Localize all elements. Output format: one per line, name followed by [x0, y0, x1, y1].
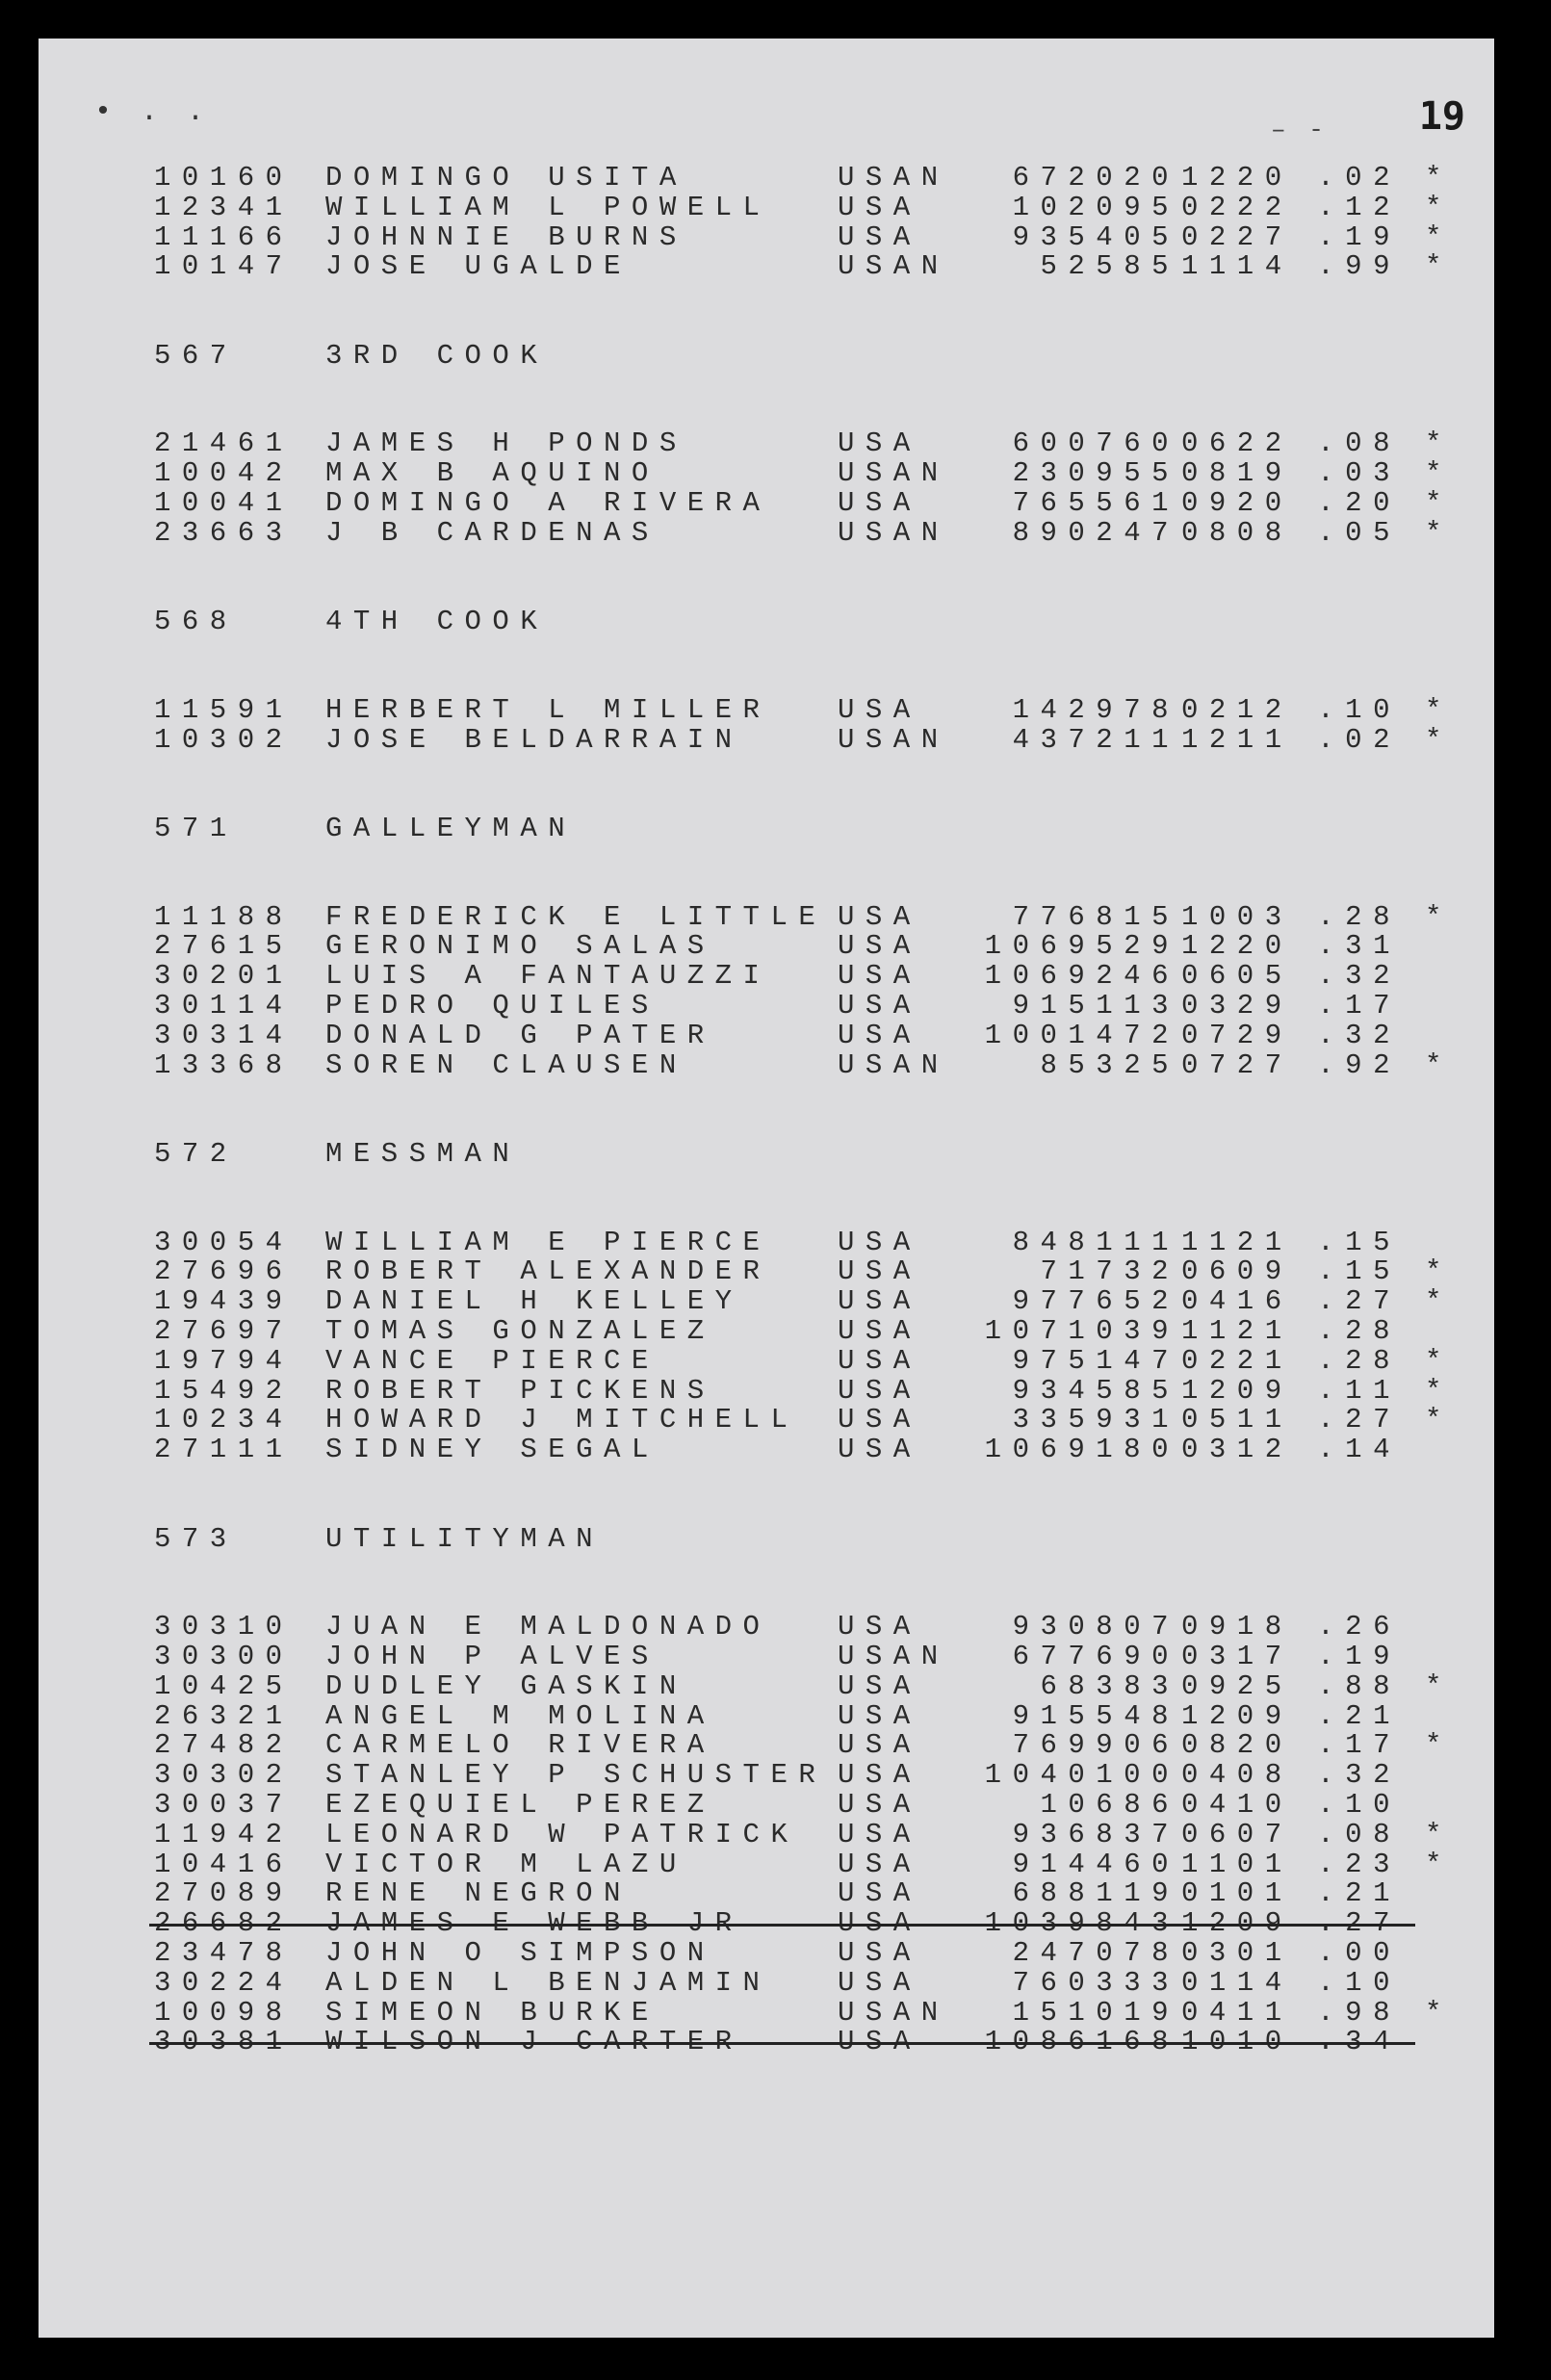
star-mark: * — [1425, 191, 1453, 223]
document-number: 760333 — [1012, 1966, 1179, 1999]
crew-name: DUDLEY GASKIN — [325, 1669, 687, 1702]
document-number: 102095 — [1012, 191, 1179, 223]
nationality: USAN — [838, 162, 949, 194]
page-number: 19 — [1418, 94, 1465, 139]
rate-value: .32 — [1317, 960, 1401, 993]
star-mark: * — [1425, 723, 1453, 756]
nationality: USA — [838, 1611, 921, 1643]
crew-name: JAMES E WEBB JR — [325, 1907, 743, 1940]
section-code: 572 — [154, 1138, 238, 1170]
document-number: 1001472 — [984, 1019, 1179, 1051]
nationality: USA — [838, 693, 921, 726]
nationality: USA — [838, 487, 921, 519]
rate-value: .12 — [1317, 191, 1401, 223]
document-number: 68383 — [1040, 1669, 1179, 1702]
rate-value: .08 — [1317, 427, 1401, 460]
rate-value: .15 — [1317, 1226, 1401, 1258]
date-code: 0222 — [1181, 191, 1293, 223]
date-code: 0819 — [1181, 457, 1293, 490]
document-number: 1071039 — [984, 1315, 1179, 1347]
nationality: USA — [838, 1699, 921, 1732]
crew-name: JAMES H PONDS — [325, 427, 687, 460]
document-number: 930807 — [1012, 1611, 1179, 1643]
date-code: 1220 — [1181, 930, 1293, 963]
date-code: 0416 — [1181, 1285, 1293, 1318]
nationality: USAN — [838, 1048, 949, 1081]
crew-name: ALDEN L BENJAMIN — [325, 1966, 771, 1999]
star-mark: * — [1425, 427, 1453, 460]
crew-id: 10147 — [154, 250, 294, 283]
crew-id: 23663 — [154, 516, 294, 549]
nationality: USA — [838, 1255, 921, 1288]
document-number: 71732 — [1040, 1255, 1179, 1288]
date-code: 0609 — [1181, 1255, 1293, 1288]
rate-value: .19 — [1317, 220, 1401, 253]
star-mark: * — [1425, 900, 1453, 933]
section-code: 573 — [154, 1522, 238, 1555]
nationality: USA — [838, 1669, 921, 1702]
date-code: 0312 — [1181, 1434, 1293, 1466]
rate-value: .28 — [1317, 1315, 1401, 1347]
date-code: 0101 — [1181, 1877, 1293, 1910]
crew-name: DOMINGO A RIVERA — [325, 487, 771, 519]
nationality: USA — [838, 930, 921, 963]
nationality: USA — [838, 1315, 921, 1347]
rate-value: .28 — [1317, 1344, 1401, 1377]
nationality: USA — [838, 427, 921, 460]
date-code: 0301 — [1181, 1937, 1293, 1969]
crew-id: 11591 — [154, 693, 294, 726]
nationality: USA — [838, 1285, 921, 1318]
crew-id: 30037 — [154, 1789, 294, 1821]
document-number: 977652 — [1012, 1285, 1179, 1318]
rate-value: .10 — [1317, 1966, 1401, 1999]
crew-id: 11942 — [154, 1818, 294, 1850]
crew-id: 30300 — [154, 1641, 294, 1672]
crew-name: HOWARD J MITCHELL — [325, 1404, 799, 1436]
date-code: 0411 — [1181, 1996, 1293, 2029]
rate-value: .27 — [1317, 1285, 1401, 1318]
star-mark: * — [1425, 487, 1453, 519]
star-mark: * — [1425, 250, 1453, 283]
rate-value: .23 — [1317, 1848, 1401, 1880]
crew-id: 10234 — [154, 1404, 294, 1436]
document-number: 915548 — [1012, 1699, 1179, 1732]
crew-id: 26682 — [154, 1907, 294, 1940]
star-mark: * — [1425, 1818, 1453, 1850]
rate-value: .27 — [1317, 1907, 1401, 1940]
rate-value: .02 — [1317, 723, 1401, 756]
rate-value: .32 — [1317, 1759, 1401, 1792]
crew-name: CARMELO RIVERA — [325, 1729, 715, 1762]
speck-marks: • . . — [94, 96, 211, 129]
crew-id: 30224 — [154, 1966, 294, 1999]
nationality: USA — [838, 1818, 921, 1850]
dash-marks: – - — [1271, 116, 1328, 144]
nationality: USAN — [838, 1641, 949, 1672]
crew-name: SOREN CLAUSEN — [325, 1048, 687, 1081]
date-code: 1209 — [1181, 1374, 1293, 1407]
crew-id: 10416 — [154, 1848, 294, 1880]
date-code: 1003 — [1181, 900, 1293, 933]
rate-value: .00 — [1317, 1937, 1401, 1969]
document-number: 1069529 — [984, 930, 1179, 963]
crew-id: 27615 — [154, 930, 294, 963]
rate-value: .19 — [1317, 1641, 1401, 1672]
rate-value: .17 — [1317, 1729, 1401, 1762]
crew-name: SIMEON BURKE — [325, 1996, 659, 2029]
crew-id: 10098 — [154, 1996, 294, 2029]
crew-id: 19794 — [154, 1344, 294, 1377]
nationality: USA — [838, 1966, 921, 1999]
document-number: 1069246 — [984, 960, 1179, 993]
date-code: 0410 — [1181, 1789, 1293, 1821]
crew-name: MAX B AQUINO — [325, 457, 659, 490]
crew-id: 21461 — [154, 427, 294, 460]
rate-value: .27 — [1317, 1404, 1401, 1436]
date-code: 1114 — [1181, 250, 1293, 283]
rate-value: .21 — [1317, 1699, 1401, 1732]
crew-name: DOMINGO USITA — [325, 162, 687, 194]
rate-value: .31 — [1317, 930, 1401, 963]
crew-id: 30114 — [154, 990, 294, 1022]
rate-value: .10 — [1317, 693, 1401, 726]
section-title: GALLEYMAN — [325, 813, 577, 844]
crew-id: 15492 — [154, 1374, 294, 1407]
document-number: 935405 — [1012, 220, 1179, 253]
rate-value: .14 — [1317, 1434, 1401, 1466]
date-code: 0114 — [1181, 1966, 1293, 1999]
date-code: 1209 — [1181, 1907, 1293, 1940]
nationality: USA — [838, 1434, 921, 1466]
rate-value: .20 — [1317, 487, 1401, 519]
nationality: USA — [838, 1404, 921, 1436]
date-code: 0727 — [1181, 1048, 1293, 1081]
crew-id: 30054 — [154, 1226, 294, 1258]
date-code: 1121 — [1181, 1226, 1293, 1258]
date-code: 0227 — [1181, 220, 1293, 253]
rate-value: .28 — [1317, 900, 1401, 933]
crew-id: 30302 — [154, 1759, 294, 1792]
rate-value: .02 — [1317, 162, 1401, 194]
nationality: USAN — [838, 250, 949, 283]
nationality: USA — [838, 1226, 921, 1258]
date-code: 0408 — [1181, 1759, 1293, 1792]
document-number: 1040100 — [984, 1759, 1179, 1792]
document-number: 688119 — [1012, 1877, 1179, 1910]
crew-id: 13368 — [154, 1048, 294, 1081]
rate-value: .21 — [1317, 1877, 1401, 1910]
nationality: USA — [838, 2026, 921, 2058]
crew-id: 11166 — [154, 220, 294, 253]
document-number: 1086168 — [984, 2026, 1179, 2058]
nationality: USA — [838, 191, 921, 223]
star-mark: * — [1425, 1669, 1453, 1702]
crew-name: WILLIAM E PIERCE — [325, 1226, 771, 1258]
section-title: UTILITYMAN — [325, 1522, 605, 1555]
nationality: USA — [838, 1344, 921, 1377]
nationality: USA — [838, 1019, 921, 1051]
rate-value: .15 — [1317, 1255, 1401, 1288]
crew-name: LEONARD W PATRICK — [325, 1818, 799, 1850]
star-mark: * — [1425, 1344, 1453, 1377]
document-number: 85325 — [1040, 1048, 1179, 1081]
document-number: 915113 — [1012, 990, 1179, 1022]
rate-value: .88 — [1317, 1669, 1401, 1702]
nationality: USA — [838, 1729, 921, 1762]
crew-name: VANCE PIERCE — [325, 1344, 659, 1377]
crew-name: VICTOR M LAZU — [325, 1848, 687, 1880]
nationality: USA — [838, 220, 921, 253]
crew-name: TOMAS GONZALEZ — [325, 1315, 715, 1347]
date-code: 0607 — [1181, 1818, 1293, 1850]
document-number: 914460 — [1012, 1848, 1179, 1880]
rate-value: .17 — [1317, 990, 1401, 1022]
crew-name: J B CARDENAS — [325, 516, 659, 549]
star-mark: * — [1425, 516, 1453, 549]
star-mark: * — [1425, 693, 1453, 726]
rate-value: .32 — [1317, 1019, 1401, 1051]
rate-value: .03 — [1317, 457, 1401, 490]
document-number: 52585 — [1040, 250, 1179, 283]
crew-name: ANGEL M MOLINA — [325, 1699, 715, 1732]
nationality: USA — [838, 1374, 921, 1407]
star-mark: * — [1425, 1285, 1453, 1318]
crew-id: 27111 — [154, 1434, 294, 1466]
crew-name: SIDNEY SEGAL — [325, 1434, 659, 1466]
nationality: USA — [838, 1848, 921, 1880]
star-mark: * — [1425, 1255, 1453, 1288]
crew-id: 12341 — [154, 191, 294, 223]
document-number: 230955 — [1012, 457, 1179, 490]
document-number: 975147 — [1012, 1344, 1179, 1377]
crew-id: 10041 — [154, 487, 294, 519]
rate-value: .11 — [1317, 1374, 1401, 1407]
section-code: 571 — [154, 813, 238, 844]
nationality: USA — [838, 1789, 921, 1821]
crew-id: 19439 — [154, 1285, 294, 1318]
star-mark: * — [1425, 1729, 1453, 1762]
crew-name: LUIS A FANTAUZZI — [325, 960, 771, 993]
crew-id: 30201 — [154, 960, 294, 993]
section-code: 567 — [154, 339, 238, 372]
document-number: 142978 — [1012, 693, 1179, 726]
date-code: 0605 — [1181, 960, 1293, 993]
date-code: 0329 — [1181, 990, 1293, 1022]
document-number: 600760 — [1012, 427, 1179, 460]
crew-name: EZEQUIEL PEREZ — [325, 1789, 715, 1821]
section-code: 568 — [154, 606, 238, 638]
section-title: 4TH COOK — [325, 606, 549, 638]
crew-id: 10042 — [154, 457, 294, 490]
crew-id: 11188 — [154, 900, 294, 933]
crew-id: 10425 — [154, 1669, 294, 1702]
crew-name: JOHN P ALVES — [325, 1641, 659, 1672]
nationality: USAN — [838, 457, 949, 490]
star-mark: * — [1425, 1374, 1453, 1407]
crew-name: JOSE BELDARRAIN — [325, 723, 743, 756]
rate-value: .05 — [1317, 516, 1401, 549]
crew-name: HERBERT L MILLER — [325, 693, 771, 726]
rate-value: .34 — [1317, 2026, 1401, 2058]
date-code: 0729 — [1181, 1019, 1293, 1051]
date-code: 1101 — [1181, 1848, 1293, 1880]
nationality: USAN — [838, 1996, 949, 2029]
date-code: 0808 — [1181, 516, 1293, 549]
date-code: 1209 — [1181, 1699, 1293, 1732]
crew-name: JOHN O SIMPSON — [325, 1937, 715, 1969]
crew-name: RENE NEGRON — [325, 1877, 632, 1910]
rate-value: .92 — [1317, 1048, 1401, 1081]
crew-name: GERONIMO SALAS — [325, 930, 715, 963]
date-code: 1220 — [1181, 162, 1293, 194]
document-number: 677690 — [1012, 1641, 1179, 1672]
date-code: 0820 — [1181, 1729, 1293, 1762]
date-code: 0212 — [1181, 693, 1293, 726]
star-mark: * — [1425, 1848, 1453, 1880]
crew-name: JOHNNIE BURNS — [325, 220, 687, 253]
crew-name: PEDRO QUILES — [325, 990, 659, 1022]
section-title: 3RD COOK — [325, 339, 549, 372]
nationality: USA — [838, 990, 921, 1022]
date-code: 0925 — [1181, 1669, 1293, 1702]
star-mark: * — [1425, 1404, 1453, 1436]
document-number: 765561 — [1012, 487, 1179, 519]
crew-id: 30310 — [154, 1611, 294, 1643]
document-number: 890247 — [1012, 516, 1179, 549]
crew-name: WILLIAM L POWELL — [325, 191, 771, 223]
crew-id: 26321 — [154, 1699, 294, 1732]
crew-id: 27696 — [154, 1255, 294, 1288]
crew-name: ROBERT ALEXANDER — [325, 1255, 771, 1288]
document-number: 437211 — [1012, 723, 1179, 756]
crew-name: JOSE UGALDE — [325, 250, 632, 283]
rate-value: .98 — [1317, 1996, 1401, 2029]
document-number: 1069180 — [984, 1434, 1179, 1466]
date-code: 0622 — [1181, 427, 1293, 460]
document-number: 934585 — [1012, 1374, 1179, 1407]
crew-name: WILSON J CARTER — [325, 2026, 743, 2058]
section-title: MESSMAN — [325, 1138, 521, 1170]
date-code: 0920 — [1181, 487, 1293, 519]
crew-name: DONALD G PATER — [325, 1019, 715, 1051]
star-mark: * — [1425, 457, 1453, 490]
rate-value: .99 — [1317, 250, 1401, 283]
document-number: 848111 — [1012, 1226, 1179, 1258]
nationality: USA — [838, 1907, 921, 1940]
crew-id: 10160 — [154, 162, 294, 194]
nationality: USAN — [838, 516, 949, 549]
document-number: 10686 — [1040, 1789, 1179, 1821]
date-code: 0317 — [1181, 1641, 1293, 1672]
document-number: 672020 — [1012, 162, 1179, 194]
nationality: USA — [838, 1877, 921, 1910]
date-code: 0221 — [1181, 1344, 1293, 1377]
crew-id: 27482 — [154, 1729, 294, 1762]
rate-value: .08 — [1317, 1818, 1401, 1850]
star-mark: * — [1425, 162, 1453, 194]
crew-name: DANIEL H KELLEY — [325, 1285, 743, 1318]
nationality: USA — [838, 900, 921, 933]
date-code: 0918 — [1181, 1611, 1293, 1643]
document-page — [39, 39, 1494, 2338]
crew-id: 30314 — [154, 1019, 294, 1051]
date-code: 0511 — [1181, 1404, 1293, 1436]
crew-id: 27697 — [154, 1315, 294, 1347]
date-code: 1121 — [1181, 1315, 1293, 1347]
star-mark: * — [1425, 220, 1453, 253]
crew-name: JUAN E MALDONADO — [325, 1611, 771, 1643]
crew-name: STANLEY P SCHUSTER — [325, 1759, 827, 1792]
nationality: USA — [838, 960, 921, 993]
document-number: 1039843 — [984, 1907, 1179, 1940]
document-number: 151019 — [1012, 1996, 1179, 2029]
crew-name: FREDERICK E LITTLE — [325, 900, 827, 933]
date-code: 1010 — [1181, 2026, 1293, 2058]
nationality: USA — [838, 1937, 921, 1969]
crew-id: 10302 — [154, 723, 294, 756]
document-number: 776815 — [1012, 900, 1179, 933]
crew-id: 23478 — [154, 1937, 294, 1969]
document-number: 936837 — [1012, 1818, 1179, 1850]
nationality: USA — [838, 1759, 921, 1792]
crew-name: ROBERT PICKENS — [325, 1374, 715, 1407]
star-mark: * — [1425, 1048, 1453, 1081]
document-number: 335931 — [1012, 1404, 1179, 1436]
star-mark: * — [1425, 1996, 1453, 2029]
nationality: USAN — [838, 723, 949, 756]
document-number: 769906 — [1012, 1729, 1179, 1762]
rate-value: .26 — [1317, 1611, 1401, 1643]
document-number: 247078 — [1012, 1937, 1179, 1969]
crew-id: 27089 — [154, 1877, 294, 1910]
rate-value: .10 — [1317, 1789, 1401, 1821]
date-code: 1211 — [1181, 723, 1293, 756]
crew-id: 30381 — [154, 2026, 294, 2058]
